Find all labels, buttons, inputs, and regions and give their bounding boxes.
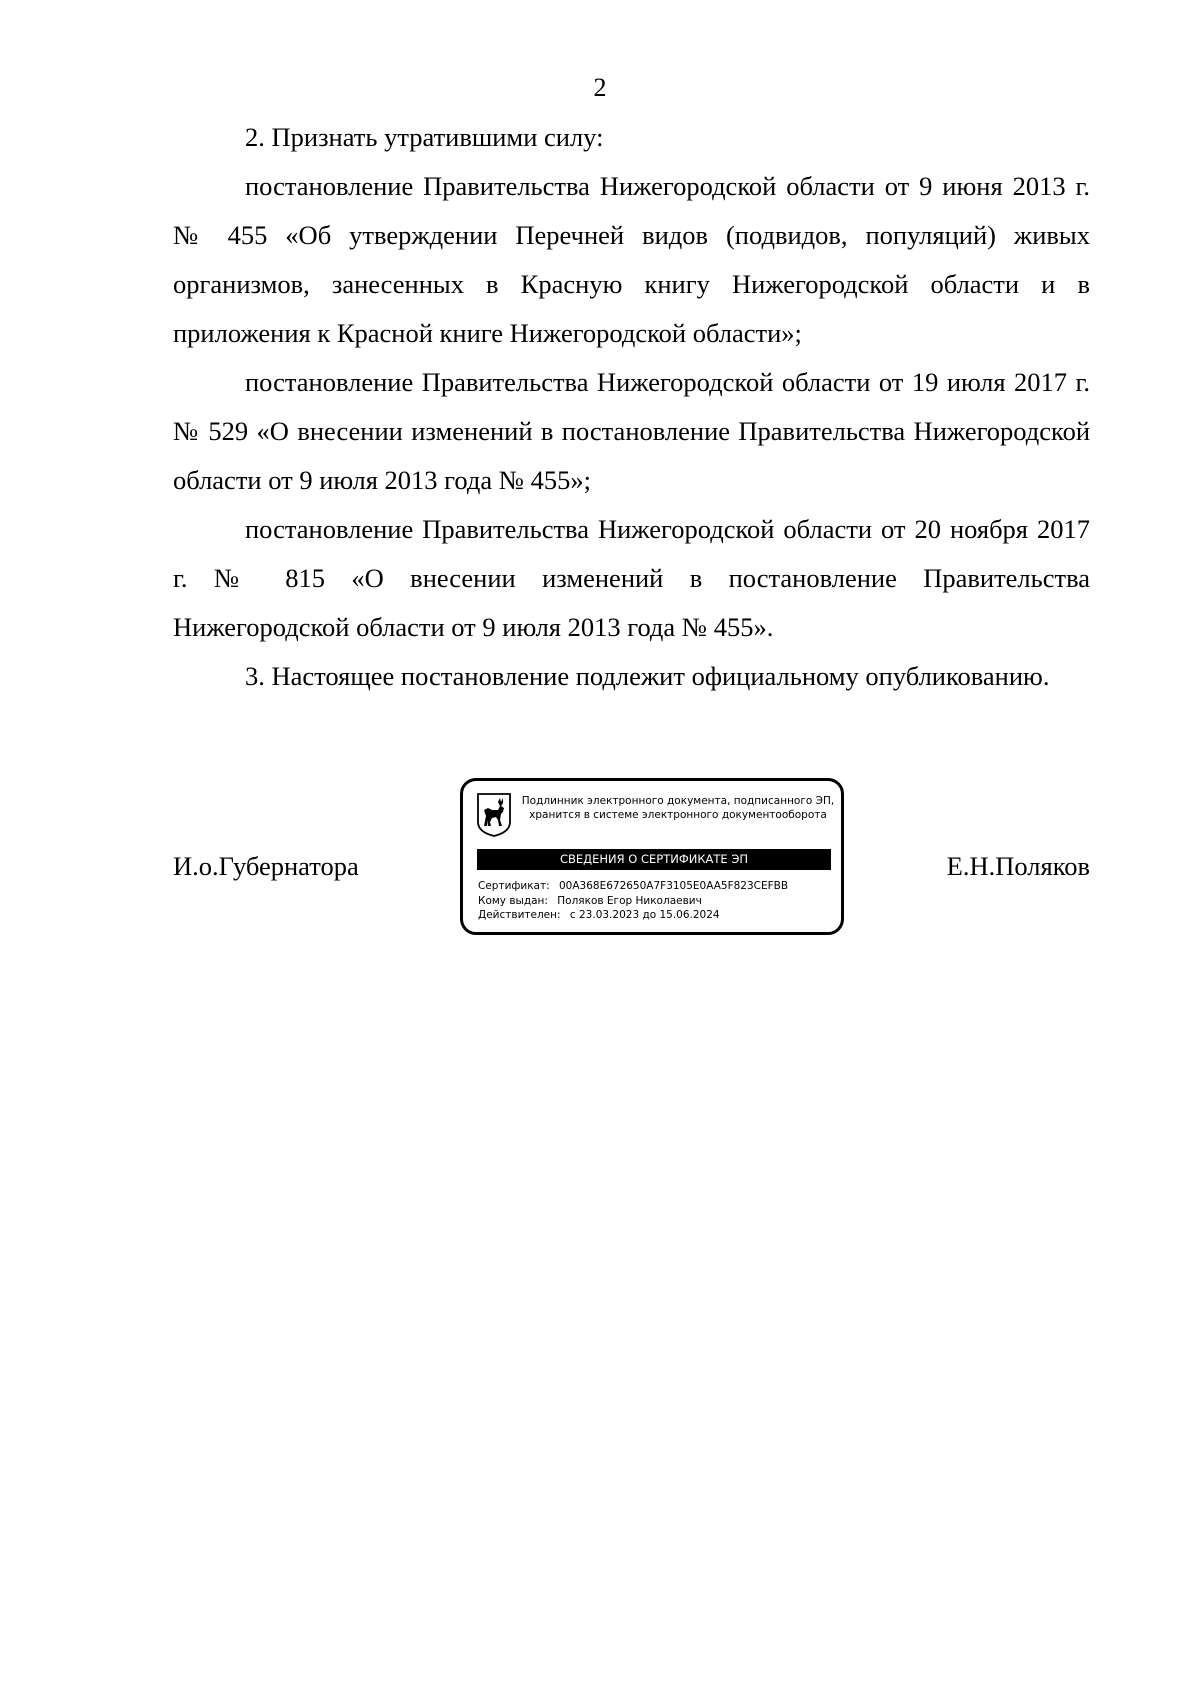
signatory-position: И.о.Губернатора (173, 851, 359, 881)
issued-to-label: Кому выдан: (478, 894, 548, 907)
document-body (173, 113, 1090, 701)
paragraph-item-3: 3. Настоящее постановление подлежит официальному опубликованию. (245, 661, 1050, 691)
stamp-certificate-title: СВЕДЕНИЯ О СЕРТИФИКАТЕ ЭП (477, 849, 831, 870)
electronic-signature-stamp (460, 778, 844, 935)
certificate-row (478, 879, 833, 894)
certificate-value: 00A368E672650A7F3105E0AA5F823CEFBB (558, 880, 789, 892)
issued-to-value: Поляков Егор Николаевич (557, 894, 702, 907)
validity-label: Действителен: (478, 909, 561, 921)
issued-to-row (478, 894, 833, 909)
stamp-header-line2: хранится в системе электронного документооборота (529, 809, 827, 821)
page-number: 2 (593, 73, 607, 102)
certificate-label: Сертификат: (478, 880, 550, 892)
deer-emblem-icon (476, 792, 512, 838)
paragraph-repeal-815: постановление Правительства Нижегородской области от 20 ноября 2017 г. № 815 «О внесении изменений в постановление Правительства Нижегородской области от 9 июля 2013 года № 455». (173, 514, 1090, 642)
validity-value: с 23.03.2023 до 15.06.2024 (569, 909, 720, 921)
paragraph-repeal-455: постановление Правительства Нижегородской области от 9 июня 2013 г. № 455 «Об утверждении Перечней видов (подвидов, популяций) живых организмов, занесенных в Красную книгу Нижегородской области и в приложения к Красной книге Нижегородской области»; (173, 171, 1090, 348)
signatory-name: Е.Н.Поляков (946, 851, 1090, 881)
stamp-header-line1: Подлинник электронного документа, подписанного ЭП, (521, 795, 835, 807)
paragraph-repeal-529: постановление Правительства Нижегородской области от 19 июля 2017 г. № 529 «О внесении изменений в постановление Правительства Нижегородской области от 9 июля 2013 года № 455»; (173, 367, 1090, 495)
stamp-header (515, 794, 841, 822)
paragraph-item-2: 2. Признать утратившими силу: (245, 122, 604, 152)
stamp-certificate-info (478, 879, 833, 923)
validity-row (478, 908, 833, 923)
